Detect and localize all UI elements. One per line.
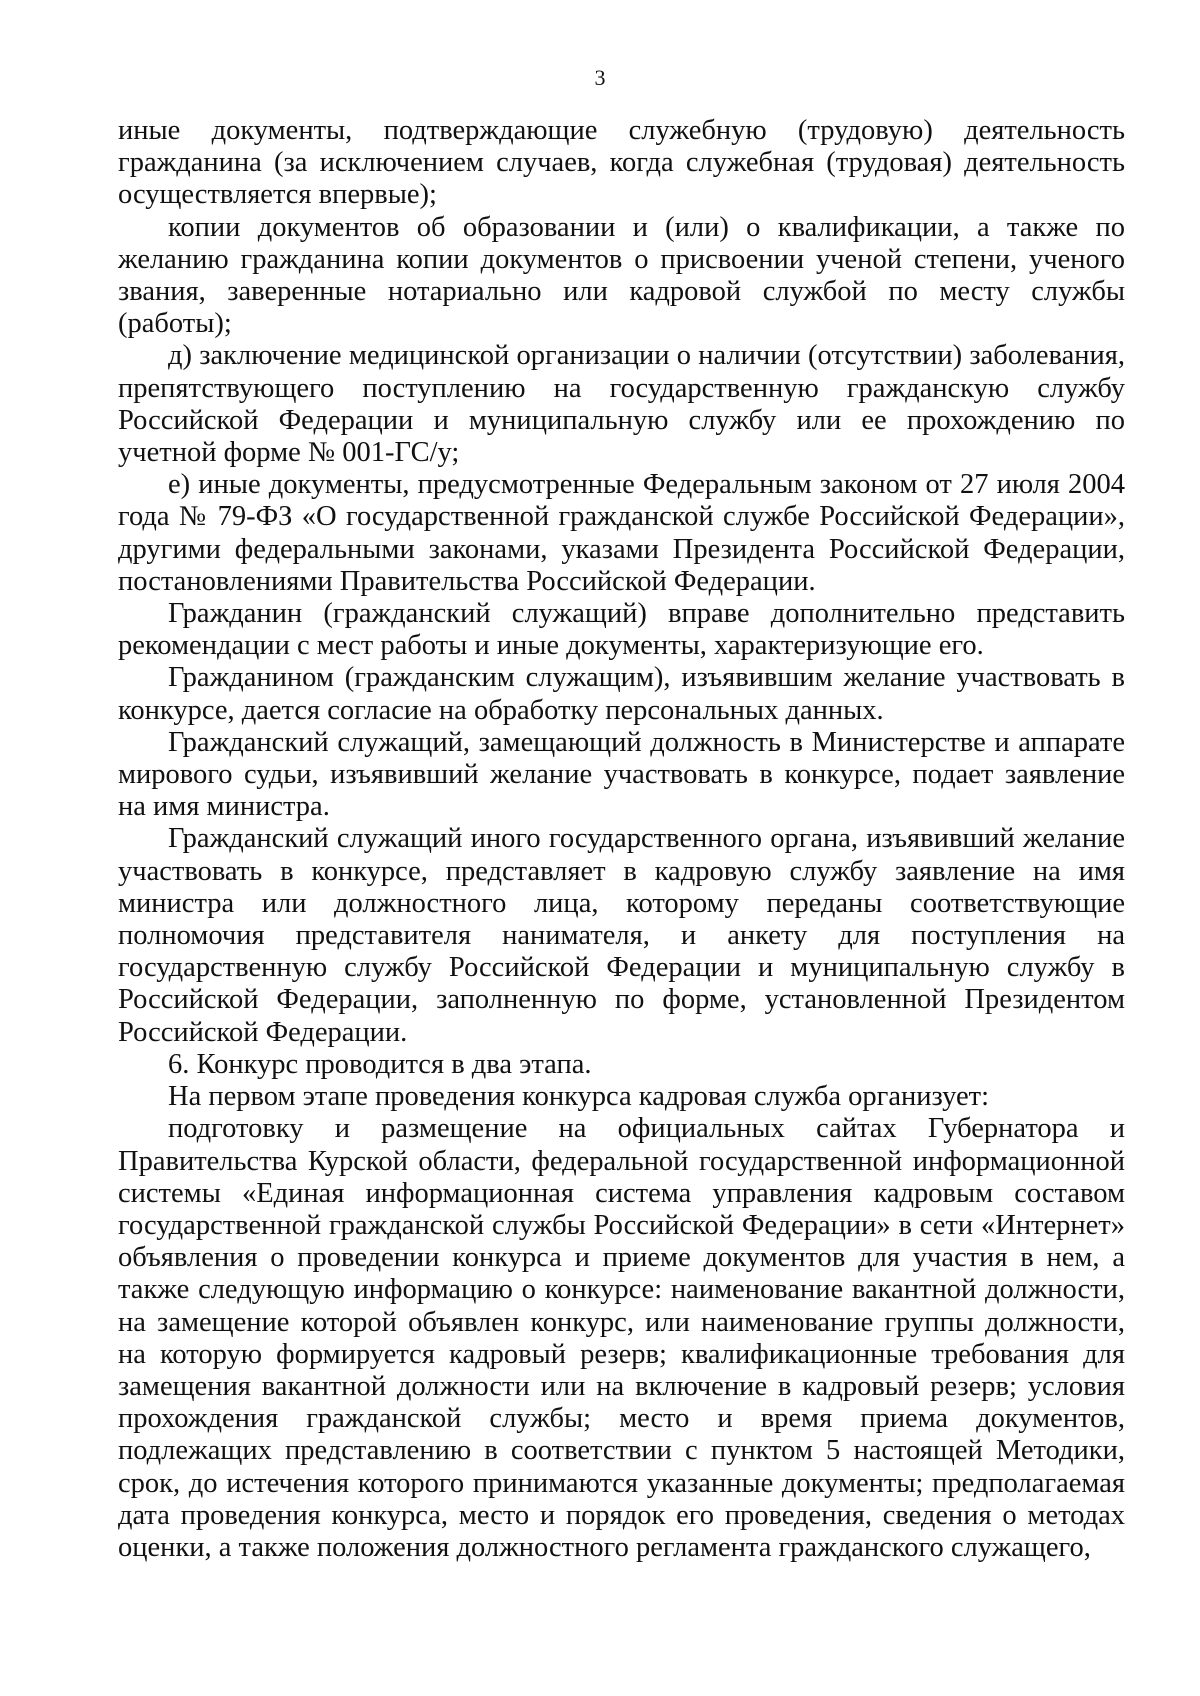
paragraph-personal-data-consent: Гражданином (гражданским служащим), изъявившим желание участвовать в конкурсе, дается согласие на обработку персональных данных.: [118, 662, 1125, 726]
paragraph-ministry-employee: Гражданский служащий, замещающий должность в Министерстве и аппарате мирового судьи, изъявивший желание участвовать в конкурсе, подает заявление на имя министра.: [118, 726, 1125, 823]
paragraph-first-stage: На первом этапе проведения конкурса кадровая служба организует:: [168, 1081, 990, 1113]
paragraph-other-documents: иные документы, подтверждающие служебную (трудовую) деятельность гражданина (за исключением случаев, когда служебная (трудовая) деятельность осуществляется впервые);: [118, 115, 1125, 211]
paragraph-announcement: подготовку и размещение на официальных сайтах Губернатора и Правительства Курской области, федеральной государственной информационной системы «Единая информационная система управления кадровым составом государственной гражданской службы Российской Федерации» в сети «Интернет» объявления о проведении конкурса и приеме документов для участия в нем, а также следующую информацию о конкурсе: наименование вакантной должности, на замещение которой объявлен конкурс, или наименование группы должности, на которую формируется кадровый резерв; квалификационные требования для замещения вакантной должности или на включение в кадровый резерв; условия прохождения гражданской службы; место и время приема документов, подлежащих представлению в соответствии с пунктом 5 настоящей Методики, срок, до истечения которого принимаются указанные документы; предполагаемая дата проведения конкурса, место и порядок его проведения, сведения о методах оценки, а также положения должностного регламента гражданского служащего,: [118, 1113, 1125, 1563]
paragraph-recommendations: Гражданин (гражданский служащий) вправе дополнительно представить рекомендации с мест работы и иные документы, характеризующие его.: [118, 598, 1125, 662]
paragraph-medical-conclusion: д) заключение медицинской организации о наличии (отсутствии) заболевания, препятствующего поступлению на государственную гражданскую службу Российской Федерации и муниципальную службу или ее прохождению по учетной форме № 001-ГС/у;: [118, 340, 1125, 469]
paragraph-federal-law-documents: е) иные документы, предусмотренные Федеральным законом от 27 июля 2004 года № 79-ФЗ «О государственной гражданской службе Российской Федерации», другими федеральными законами, указами Президента Российской Федерации, постановлениями Правительства Российской Федерации.: [118, 469, 1125, 597]
paragraph-other-agency-employee: Гражданский служащий иного государственного органа, изъявивший желание участвовать в конкурсе, представляет в кадровую службу заявление на имя министра или должностного лица, которому переданы соответствующие полномочия представителя нанимателя, и анкету для поступления на государственную службу Российской Федерации и муниципальную службу в Российской Федерации, заполненную по форме, установленной Президентом Российской Федерации.: [118, 823, 1125, 1048]
paragraph-two-stages: 6. Конкурс проводится в два этапа.: [168, 1048, 592, 1080]
document-body: [118, 115, 1125, 1564]
paragraph-education-copies: копии документов об образовании и (или) о квалификации, а также по желанию гражданина копии документов о присвоении ученой степени, ученого звания, заверенные нотариально или кадровой службой по месту службы (работы);: [118, 211, 1125, 340]
page-number: 3: [594, 65, 606, 90]
